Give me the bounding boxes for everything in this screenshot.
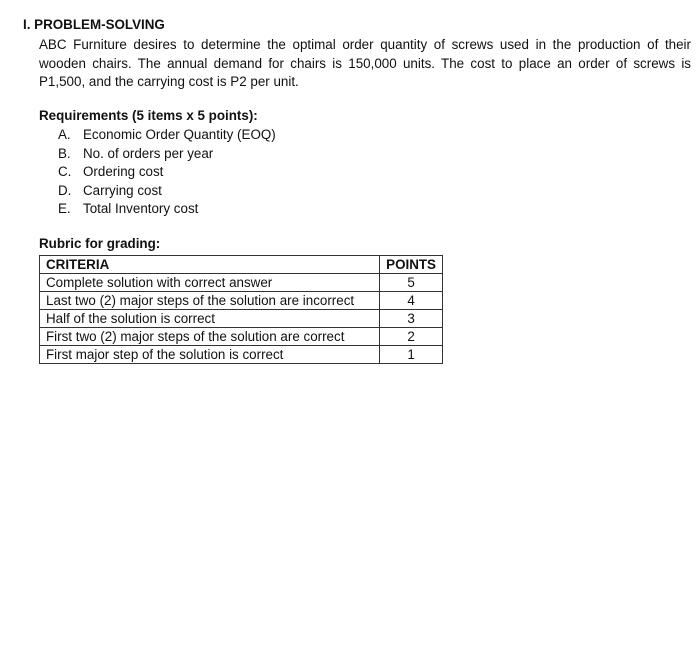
criteria-cell: First two (2) major steps of the solution are correct [40, 328, 380, 346]
list-item [58, 163, 276, 182]
list-item-letter: B. [58, 145, 71, 161]
points-cell: 2 [380, 328, 443, 346]
requirements-list [58, 126, 276, 219]
points-header: POINTS [380, 256, 443, 274]
table-row [40, 346, 443, 364]
list-item [58, 200, 276, 219]
points-cell: 3 [380, 310, 443, 328]
criteria-cell: Last two (2) major steps of the solution are incorrect [40, 292, 380, 310]
list-item-letter: E. [58, 201, 71, 216]
points-cell: 4 [380, 292, 443, 310]
table-row [40, 310, 443, 328]
criteria-cell: First major step of the solution is correct [40, 346, 380, 364]
table-header-row [40, 256, 443, 274]
list-item-text: Economic Order Quantity (EOQ) [83, 127, 276, 142]
list-item [58, 145, 276, 164]
problem-paragraph: ABC Furniture desires to determine the optimal order quantity of screws used in the production of their wooden chairs. The annual demand for chairs is 150,000 units. The cost to place an order of screws is P1,500, and the carrying cost is P2 per unit. [39, 37, 691, 89]
section-heading: I. PROBLEM-SOLVING [23, 17, 165, 32]
points-cell: 1 [380, 346, 443, 364]
criteria-cell: Complete solution with correct answer [40, 274, 380, 292]
points-cell: 5 [380, 274, 443, 292]
rubric-title: Rubric for grading: [39, 236, 161, 251]
table-row [40, 328, 443, 346]
requirements-title: Requirements (5 items x 5 points): [39, 108, 258, 123]
list-item-letter: A. [58, 127, 71, 142]
table-row [40, 274, 443, 292]
list-item [58, 126, 276, 145]
rubric-table [39, 255, 443, 364]
list-item-letter: C. [58, 164, 72, 179]
list-item-letter: D. [58, 182, 72, 198]
list-item-text: Total Inventory cost [83, 201, 199, 216]
criteria-cell: Half of the solution is correct [40, 310, 380, 328]
criteria-header: CRITERIA [40, 256, 380, 274]
list-item-text: No. of orders per year [83, 145, 214, 161]
list-item [58, 182, 276, 201]
table-row [40, 292, 443, 310]
list-item-text: Carrying cost [83, 182, 162, 198]
list-item-text: Ordering cost [83, 164, 164, 179]
